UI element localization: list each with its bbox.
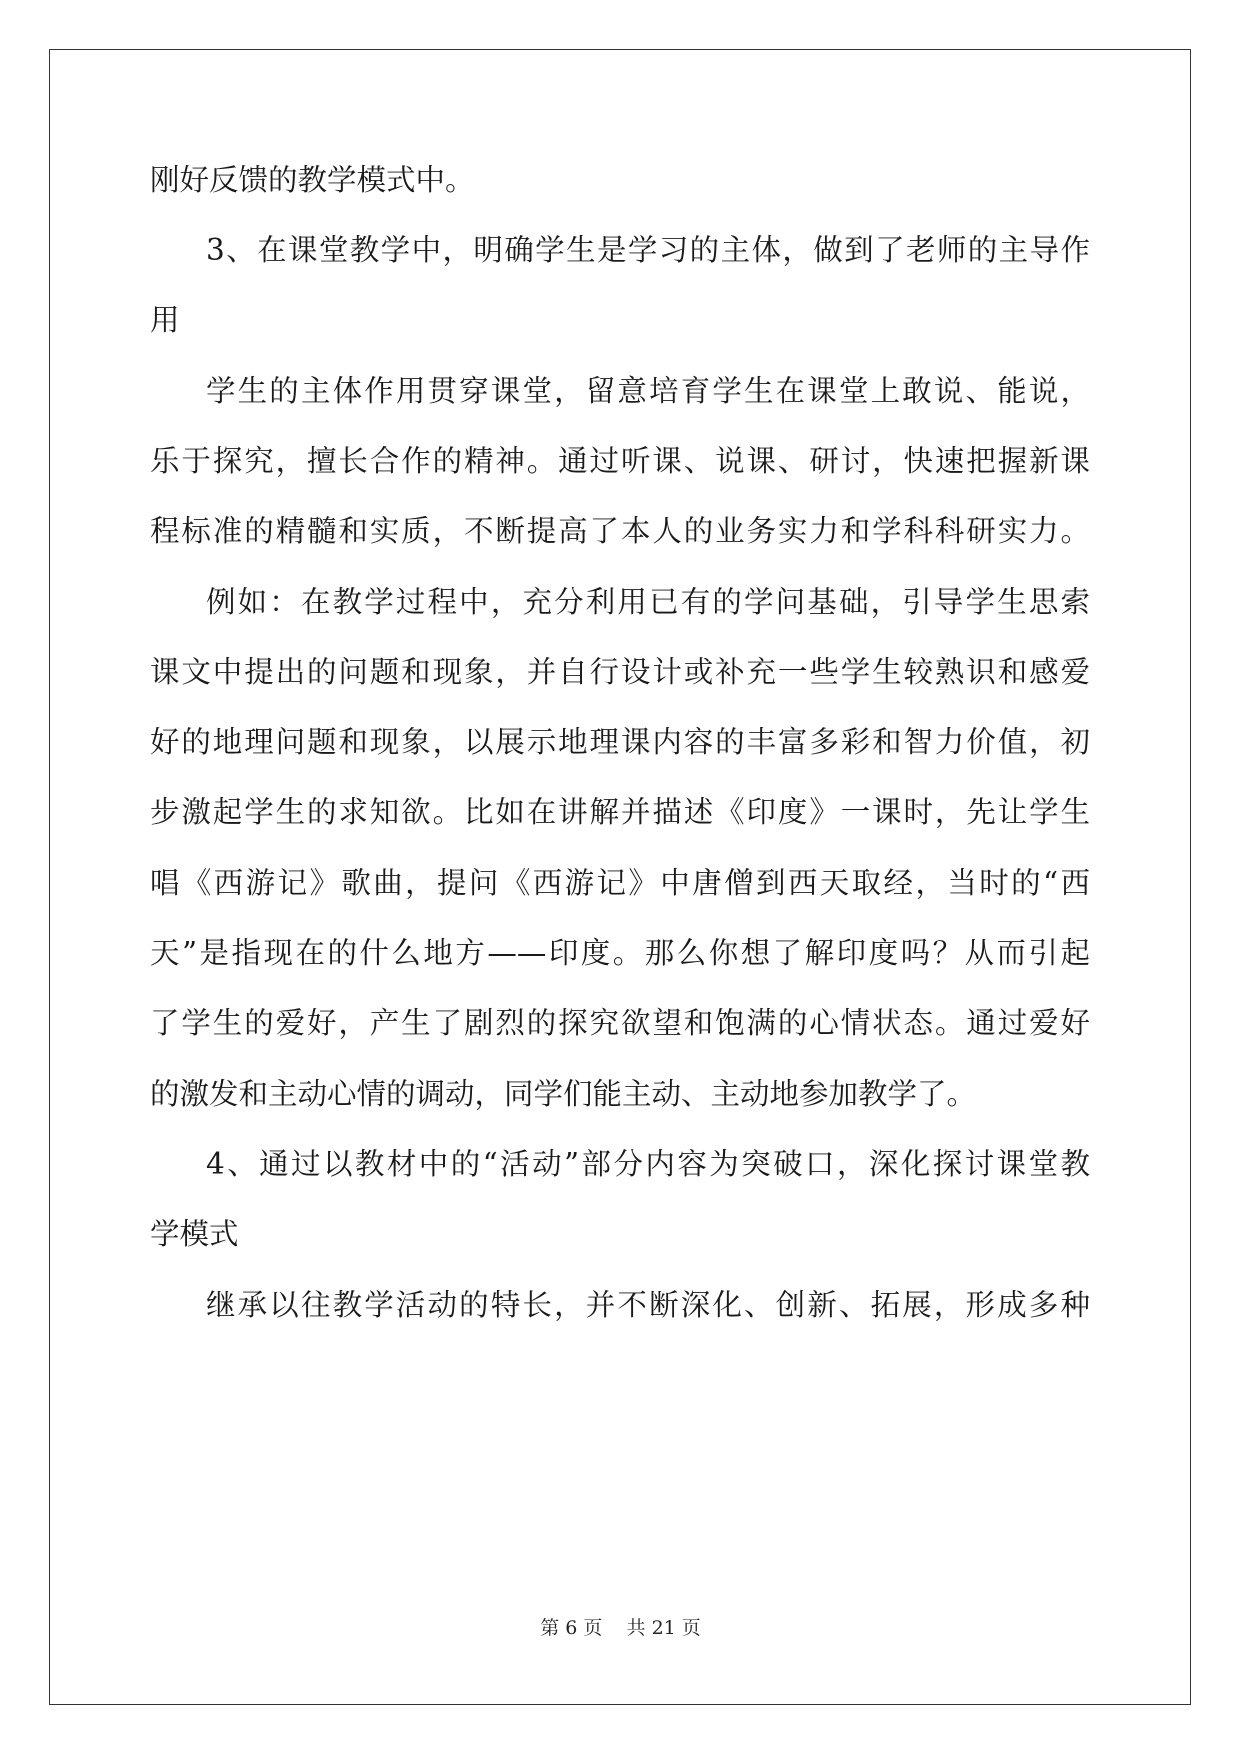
text-line: 的激发和主动心情的调动，同学们能主动、主动地参加教学了。 [150, 1077, 977, 1111]
text-line: 课文中提出的问题和现象，并自行设计或补充一些学生较熟识和感爱 [150, 655, 1090, 689]
text-line: 了学生的爱好，产生了剧烈的探究欲望和饱满的心情状态。通过爱好 [150, 1006, 1090, 1040]
page-total: 共 21 页 [626, 1617, 701, 1639]
text-line: 乐于探究，擅长合作的精神。通过听课、说课、研讨，快速把握新课 [150, 444, 1090, 478]
text-line: 刚好反馈的教学模式中。 [150, 163, 475, 197]
page-footer [0, 1616, 1241, 1640]
text-line: 用 [150, 303, 180, 337]
text-line: 程标准的精髓和实质，不断提高了本人的业务实力和学科科研实力。 [150, 514, 1090, 548]
text-line: 学生的主体作用贯穿课堂，留意培育学生在课堂上敢说、能说， [206, 374, 1090, 408]
text-line: 4、通过以教材中的“活动”部分内容为突破口，深化探讨课堂教 [206, 1147, 1090, 1181]
text-line: 步激起学生的求知欲。比如在讲解并描述《印度》一课时，先让学生 [150, 795, 1090, 829]
text-line: 唱《西游记》歌曲，提问《西游记》中唐僧到西天取经，当时的“西 [150, 866, 1090, 900]
text-line: 好的地理问题和现象，以展示地理课内容的丰富多彩和智力价值，初 [150, 725, 1090, 759]
text-line: 例如：在教学过程中，充分利用已有的学问基础，引导学生思索 [206, 585, 1090, 619]
text-line: 3、在课堂教学中，明确学生是学习的主体，做到了老师的主导作 [206, 233, 1090, 267]
text-line: 天”是指现在的什么地方——印度。那么你想了解印度吗？从而引起 [150, 936, 1090, 970]
page-number: 第 6 页 [540, 1617, 603, 1639]
footer-spacer [602, 1617, 626, 1639]
text-line: 继承以往教学活动的特长，并不断深化、创新、拓展，形成多种 [206, 1288, 1090, 1322]
text-line: 学模式 [150, 1217, 239, 1251]
